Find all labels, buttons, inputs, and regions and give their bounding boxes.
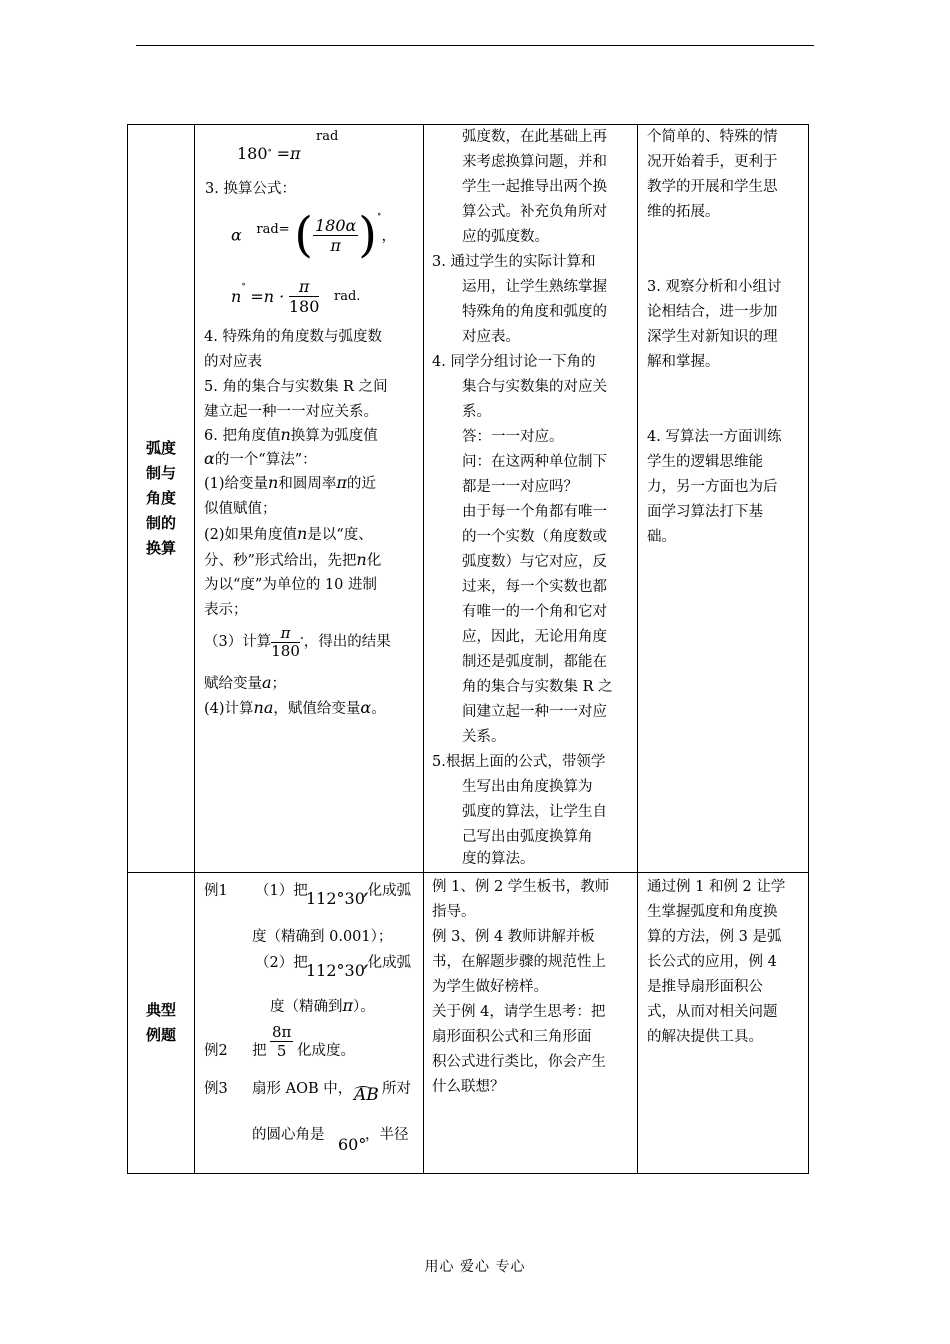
example-text: ，半径 — [365, 1127, 409, 1143]
item-3: 3. 换算公式： — [205, 181, 296, 197]
text-line: 为学生做好榜样。 — [432, 979, 548, 995]
text-line: 角的集合与实数集 R 之 — [462, 679, 613, 695]
lesson-table — [127, 124, 809, 1174]
text-line: 答：一一对应。 — [462, 429, 564, 445]
text-line: 例 1、例 2 学生板书，教师 — [432, 879, 610, 895]
text-line: 维的拓展。 — [647, 204, 720, 220]
label-line: 弧度 — [145, 439, 176, 457]
intent-text — [638, 873, 808, 1173]
content-cell — [195, 125, 424, 873]
example-text: 度（精确到 0.001）； — [252, 929, 393, 945]
page-footer: 用心 爱心 专心 — [424, 1259, 526, 1275]
angle-value: 60° — [338, 1135, 367, 1154]
text-line: 运用，让学生熟练掌握 — [462, 279, 607, 295]
step-2-line: 表示； — [204, 602, 248, 618]
text-line: 指导。 — [432, 904, 476, 920]
formula-180: 180∘ =π — [237, 144, 301, 163]
example-label: 例1 — [204, 883, 228, 899]
text-line: 3. 通过学生的实际计算和 — [432, 254, 596, 270]
fraction-8pi-5: $\frac{8\pi}{5}$ — [272, 1023, 292, 1060]
text-line: 弧度的算法，让学生自 — [462, 804, 607, 820]
intent-cell — [638, 873, 809, 1174]
text-line: 应，因此，无论用角度 — [462, 629, 607, 645]
text-line: 生掌握弧度和角度换 — [647, 904, 778, 920]
text-line: 都是一一对应吗？ — [462, 479, 578, 495]
angle-value: 112°30′ — [306, 889, 369, 908]
text-line: 的解决提供工具。 — [647, 1029, 763, 1045]
item-4-line: 的对应表 — [204, 354, 262, 370]
teacher-text — [424, 125, 637, 872]
example-text: ,化成弧 — [363, 883, 412, 899]
text-line: 是推导扇形面积公 — [647, 979, 763, 995]
example-text: 的圆心角是 — [252, 1127, 325, 1143]
formula-rad-to-deg: α rad= ( $\frac{180\alpha}{\pi}$ )∘， — [231, 207, 396, 263]
step-3-line: （3）计算 $\frac{\pi}{180}$ ∘，得出的结果 — [204, 624, 391, 660]
text-line: 什么联想？ — [432, 1079, 505, 1095]
text-line: 长公式的应用，例 4 — [647, 954, 777, 970]
text-line: 弧度数）与它对应，反 — [462, 554, 607, 570]
item-4-line: 4. 特殊角的角度数与弧度数 — [204, 329, 382, 345]
header-rule — [136, 45, 814, 46]
text-line: 己写出由弧度换算角 — [462, 829, 593, 845]
example-text: （1）把 — [255, 883, 308, 899]
text-line: 集合与实数集的对应关 — [462, 379, 607, 395]
text-line: 应的弧度数。 — [462, 229, 549, 245]
row-label-examples — [128, 873, 195, 1174]
text-line: 式，从而对相关问题 — [647, 1004, 778, 1020]
text-line: 关系。 — [462, 729, 506, 745]
text-line: 3. 观察分析和小组讨 — [647, 279, 782, 295]
text-line: 弧度数，在此基础上再 — [462, 129, 607, 145]
text-line: 况开始着手，更利于 — [647, 154, 778, 170]
text-line: 面学习算法打下基 — [647, 504, 763, 520]
example-text: 把 — [252, 1043, 267, 1059]
text-line: 积公式进行类比，你会产生 — [432, 1054, 606, 1070]
label-line: 典型 — [145, 1001, 176, 1019]
text-line: 生写出由角度换算为 — [462, 779, 593, 795]
item-6-line: 6. 把角度值n换算为弧度值 — [204, 425, 378, 444]
text-line: 系。 — [462, 404, 491, 420]
step-2-line: 为以“度”为单位的 10 进制 — [204, 577, 377, 593]
step-4-line: (4)计算na，赋值给变量α。 — [204, 698, 386, 717]
step-3-line: 赋给变量a； — [204, 673, 287, 692]
example-text: ,化成弧 — [363, 955, 412, 971]
example-text: 所对 — [382, 1081, 411, 1097]
text-line: 间建立起一种一一对应 — [462, 704, 607, 720]
step-1-line: (1)给变量n和圆周率π的近 — [204, 473, 376, 492]
label-line: 制与 — [145, 464, 176, 482]
label-line: 角度 — [145, 489, 176, 507]
text-line: 度的算法。 — [462, 851, 535, 867]
text-line: 关于例 4，请学生思考：把 — [432, 1004, 606, 1020]
text-line: 特殊角的角度和弧度的 — [462, 304, 607, 320]
text-line: 例 3、例 4 教师讲解并板 — [432, 929, 595, 945]
text-line: 过来，每一个实数也都 — [462, 579, 607, 595]
table-row — [128, 125, 809, 873]
step-1-line: 似值赋值； — [204, 501, 277, 517]
text-line: 力，另一方面也为后 — [647, 479, 778, 495]
angle-value: 112°30′ — [306, 961, 369, 980]
example-text: 扇形 AOB 中， — [252, 1081, 353, 1097]
text-line: 教学的开展和学生思 — [647, 179, 778, 195]
text-line: 问：在这两种单位制下 — [462, 454, 607, 470]
text-line: 4. 写算法一方面训练 — [647, 429, 782, 445]
row-label-conversion — [128, 125, 195, 873]
example-label: 例2 — [204, 1043, 228, 1059]
text-line: 来考虑换算问题，并和 — [462, 154, 607, 170]
text-line: 学生一起推导出两个换 — [462, 179, 607, 195]
rad-unit: rad — [316, 129, 339, 144]
text-line: 对应表。 — [462, 329, 520, 345]
text-line: 解和掌握。 — [647, 354, 720, 370]
text-line: 通过例 1 和例 2 让学 — [647, 879, 786, 895]
label-line: 换算 — [145, 539, 176, 557]
text-line: 4. 同学分组讨论一下角的 — [432, 354, 596, 370]
table-row — [128, 873, 809, 1174]
step-2-line: (2)如果角度值n是以“度、 — [204, 524, 373, 543]
text-line: 础。 — [647, 529, 676, 545]
text-line: 制还是弧度制，都能在 — [462, 654, 607, 670]
teacher-text — [424, 873, 637, 1173]
text-line: 由于每一个角都有唯一 — [462, 504, 607, 520]
label-line: 制的 — [145, 514, 176, 532]
text-line: 学生的逻辑思维能 — [647, 454, 763, 470]
text-line: 论相结合，进一步加 — [647, 304, 778, 320]
text-line: 个简单的、特殊的情 — [647, 129, 778, 145]
teacher-cell — [424, 125, 638, 873]
text-line: 深学生对新知识的理 — [647, 329, 778, 345]
text-line: 书，在解题步骤的规范性上 — [432, 954, 606, 970]
arc-mark-icon — [354, 1086, 372, 1095]
arc-ab: AB — [354, 1085, 379, 1105]
example-text: （2）把 — [255, 955, 308, 971]
item-6-line: α的一个“算法”： — [204, 449, 317, 468]
label-line: 例题 — [145, 1026, 176, 1044]
example-text: 度（精确到π）。 — [270, 996, 375, 1015]
intent-cell — [638, 125, 809, 873]
text-line: 扇形面积公式和三角形面 — [432, 1029, 592, 1045]
formula-deg-to-rad: n∘ =n · $\frac{\pi}{180}$ rad. — [231, 277, 361, 316]
item-5-line: 5. 角的集合与实数集 R 之间 — [204, 379, 388, 395]
step-2-line: 分、秒”形式给出，先把n化 — [204, 550, 382, 569]
text-line: 5.根据上面的公式，带领学 — [432, 754, 606, 770]
text-line: 的一个实数（角度数或 — [462, 529, 607, 545]
example-text: 化成度。 — [297, 1043, 355, 1059]
teacher-cell — [424, 873, 638, 1174]
text-line: 算的方法，例 3 是弧 — [647, 929, 782, 945]
example-label: 例3 — [204, 1081, 228, 1097]
text-line: 算公式。补充负角所对 — [462, 204, 607, 220]
item-5-line: 建立起一种一一对应关系。 — [204, 404, 378, 420]
content-cell — [195, 873, 424, 1174]
intent-text — [638, 125, 808, 872]
text-line: 有唯一的一个角和它对 — [462, 604, 607, 620]
